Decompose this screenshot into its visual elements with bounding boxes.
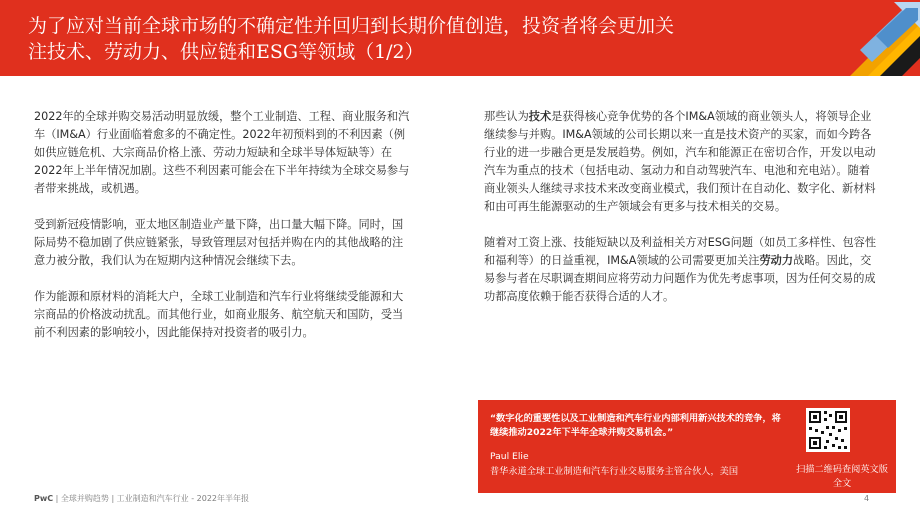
page-number: 4: [864, 494, 870, 503]
right-column: [484, 108, 880, 324]
p1-highlight-technology: 技术: [528, 110, 552, 123]
left-paragraph-3: 作为能源和原材料的消耗大户，全球工业制造和汽车行业将继续受能源和大宗商品的价格波动扰乱。而其他行业，如商业服务、航空航天和国防，受当前不利因素的影响较小，因此能保持对投资者的吸引力。: [34, 290, 404, 339]
page-title-line-1: 为了应对当前全球市场的不确定性并回归到长期价值创造，投资者将会更加关: [28, 15, 675, 37]
footer-brand: PwC: [34, 494, 54, 503]
p1-text-start: 那些认为: [484, 110, 529, 123]
page-title-line-2: 注技术、劳动力、供应链和ESG等领域（1/2）: [28, 41, 424, 63]
right-paragraph-1: [484, 108, 880, 216]
left-paragraph-1: 2022年的全球并购交易活动明显放缓，整个工业制造、工程、商业服务和汽车（IM&A）行业面临着愈多的不确定性。2022年初预料到的不利因素（例如供应链危机、大宗商品价格上涨、劳动力短缺和全球半导体短缺等）在2022年上半年情况加剧。这些不利因素可能会在下半年持续为全球交易参与者带来挑战，或机遇。: [34, 110, 410, 195]
header-banner: [0, 0, 920, 76]
left-column: [34, 108, 410, 360]
p2-highlight-workforce: 劳动力: [759, 254, 794, 267]
right-paragraph-2: [484, 234, 880, 306]
footer: [34, 493, 249, 505]
page-title: [28, 13, 788, 65]
quote-text: “数字化的重要性以及工业制造和汽车行业内部利用新兴技术的竞争，将继续推动2022年下半年全球并购交易机会。”: [490, 413, 781, 438]
p2-text-start: 随着对工资上涨、技能短缺以及利益相关方对ESG问题（如员工多样性、包容性和福利等）的日益重视，IM&A领域的公司需要更加关注: [484, 236, 877, 267]
p1-text-end: 是获得核心竞争优势的各个IM&A领域的商业领头人，将领导企业继续参与并购。IM&A领域的公司长期以来一直是技术资产的买家，而如今跨各行业的进一步融合更是发展趋势。例如，汽车和能源正在密切合作，开发以电动汽车为重点的技术（包括电动、氢动力和自动驾驶汽车、电池和充电站）。随着商业领头人继续寻求技术来改变商业模式，我们预计在自动化、数字化、新材料和由可再生能源驱动的生产领域会有更多与技术相关的交易。: [484, 110, 876, 213]
quote-box: [478, 400, 896, 493]
p2-text-end: 战略。因此，交易参与者在尽职调查期间应将劳动力问题作为优先考虑事项，因为任何交易的成功都高度依赖于能否获得合适的人才。: [484, 254, 876, 303]
left-paragraph-2: 受到新冠疫情影响，亚太地区制造业产量下降，出口量大幅下降。同时，国际局势不稳加剧了供应链紧张，导致管理层对包括并购在内的其他战略的注意力被分散，我们认为在短期内这种情况会继续下去。: [34, 218, 404, 267]
quote-author: Paul Elie: [490, 451, 529, 462]
footer-text: | 全球并购趋势 | 工业制造和汽车行业 - 2022年半年报: [53, 494, 250, 503]
quote-author-title: 普华永道全球工业制造和汽车行业交易服务主管合伙人，美国: [490, 466, 739, 477]
qr-caption: 扫描二维码查阅英文版全文: [796, 464, 888, 489]
qr-code-icon[interactable]: [806, 408, 850, 452]
decorative-arrow-graphic: [810, 0, 920, 76]
